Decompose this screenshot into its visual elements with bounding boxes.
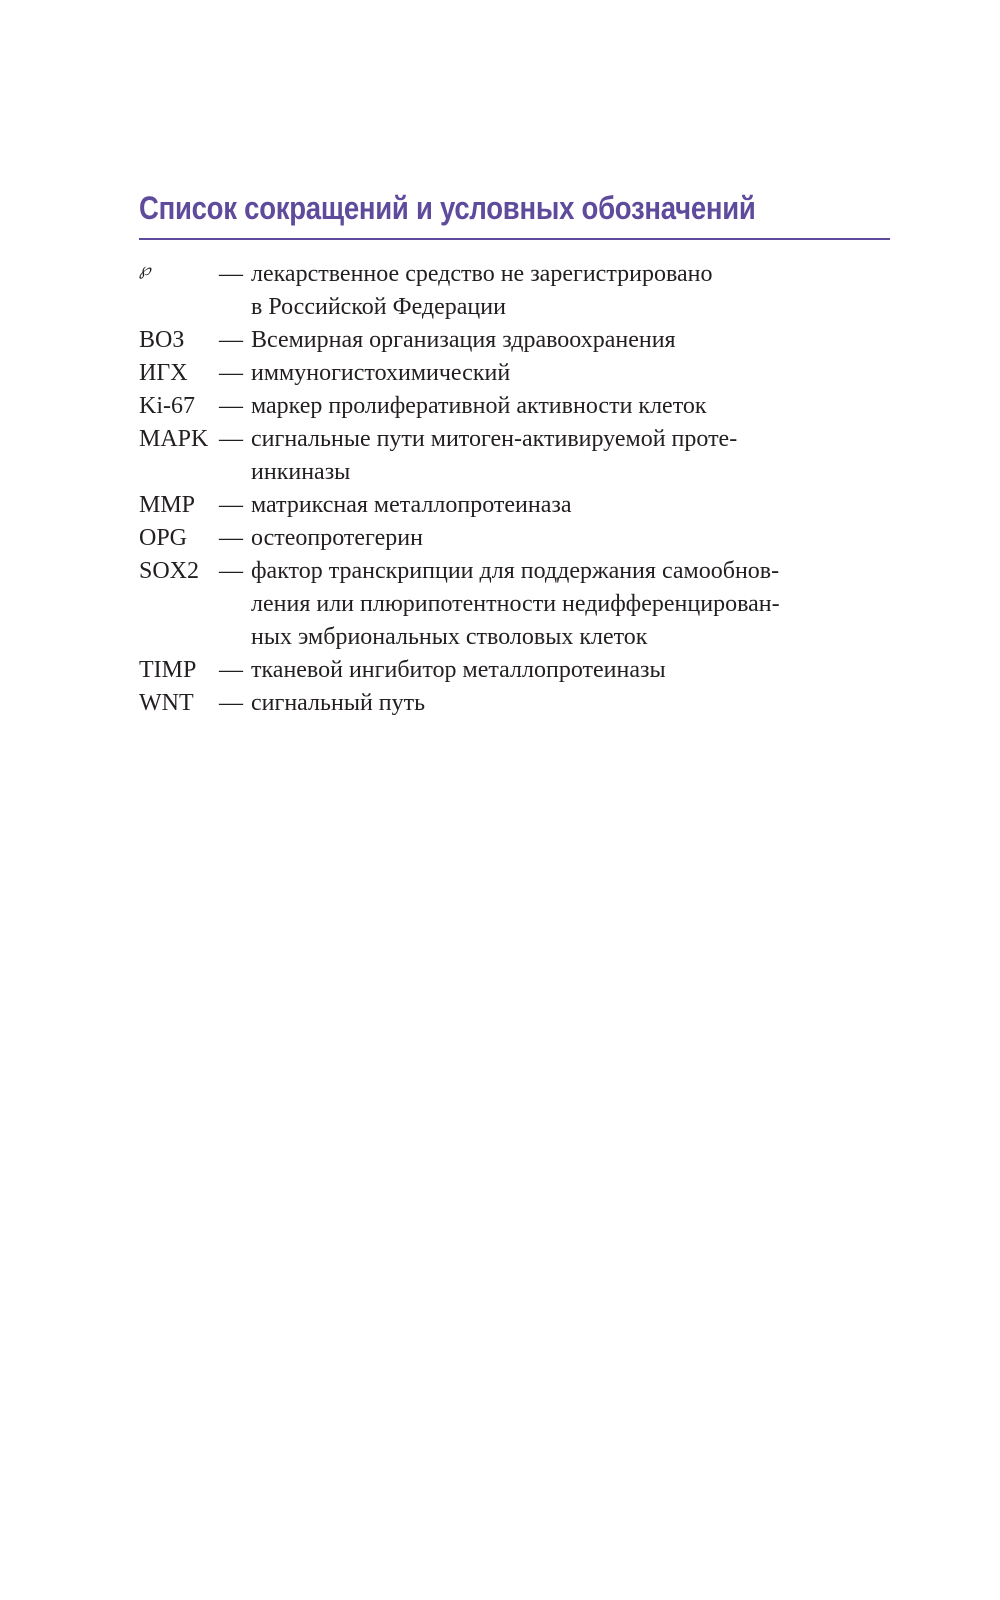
abbreviation-term: OPG [139,525,188,551]
dash-separator: — [219,558,243,584]
dash-separator: — [219,525,243,551]
list-item [139,555,890,654]
list-item [139,687,890,720]
definition-line: ных эмбриональных стволовых клеток [251,624,648,650]
abbreviations-list [139,258,890,720]
page-title: Список сокращений и условных обозначений [139,190,756,226]
abbreviation-definition [251,390,876,423]
dash-separator: — [219,426,243,452]
definition-line: инкиназы [251,459,351,485]
definition-line: ления или плюрипотентности недифференцирован- [251,591,780,617]
definition-line: Всемирная организация здравоохранения [251,327,676,353]
dash-separator: — [219,690,243,716]
definition-line: маркер пролиферативной активности клеток [251,393,707,419]
abbreviation-term: ВОЗ [139,327,185,353]
title-underline [139,238,890,240]
abbreviation-definition [251,687,876,720]
list-item [139,654,890,687]
dash-separator: — [219,360,243,386]
list-item [139,423,890,489]
list-item [139,522,890,555]
abbreviation-term: MMP [139,492,196,518]
abbreviation-definition [251,522,876,555]
definition-line: фактор транскрипции для поддержания самообнов- [251,558,780,584]
abbreviation-term: TIMP [139,657,197,683]
abbreviation-definition [251,654,876,687]
definition-line: сигнальные пути митоген-активируемой проте- [251,426,738,452]
definition-line: иммуногистохимический [251,360,511,386]
list-item [139,390,890,423]
abbreviation-definition [251,489,876,522]
dash-separator: — [219,393,243,419]
abbreviation-definition [251,357,876,390]
abbreviation-definition [251,555,876,654]
abbreviation-term [139,258,219,293]
definition-line: сигнальный путь [251,690,426,716]
abbreviation-definition [251,324,876,357]
definition-line: остеопротегерин [251,525,423,551]
abbreviation-term: Ki-67 [139,393,195,419]
list-item [139,258,890,324]
abbreviation-term: ИГХ [139,360,188,386]
definition-line: в Российской Федерации [251,294,506,320]
dash-separator: — [219,327,243,353]
unregistered-drug-symbol-icon: ℘ [139,260,151,280]
list-item [139,489,890,522]
dash-separator: — [219,492,243,518]
dash-separator: — [219,261,243,287]
abbreviation-term: WNT [139,690,194,716]
abbreviation-term: SOX2 [139,558,200,584]
definition-line: лекарственное средство не зарегистрировано [251,261,713,287]
abbreviation-term: MAPK [139,426,209,452]
list-item [139,324,890,357]
definition-line: тканевой ингибитор металлопротеиназы [251,657,666,683]
abbreviation-definition [251,258,876,324]
dash-separator: — [219,657,243,683]
definition-line: матриксная металлопротеиназа [251,492,572,518]
abbreviation-definition [251,423,876,489]
list-item [139,357,890,390]
